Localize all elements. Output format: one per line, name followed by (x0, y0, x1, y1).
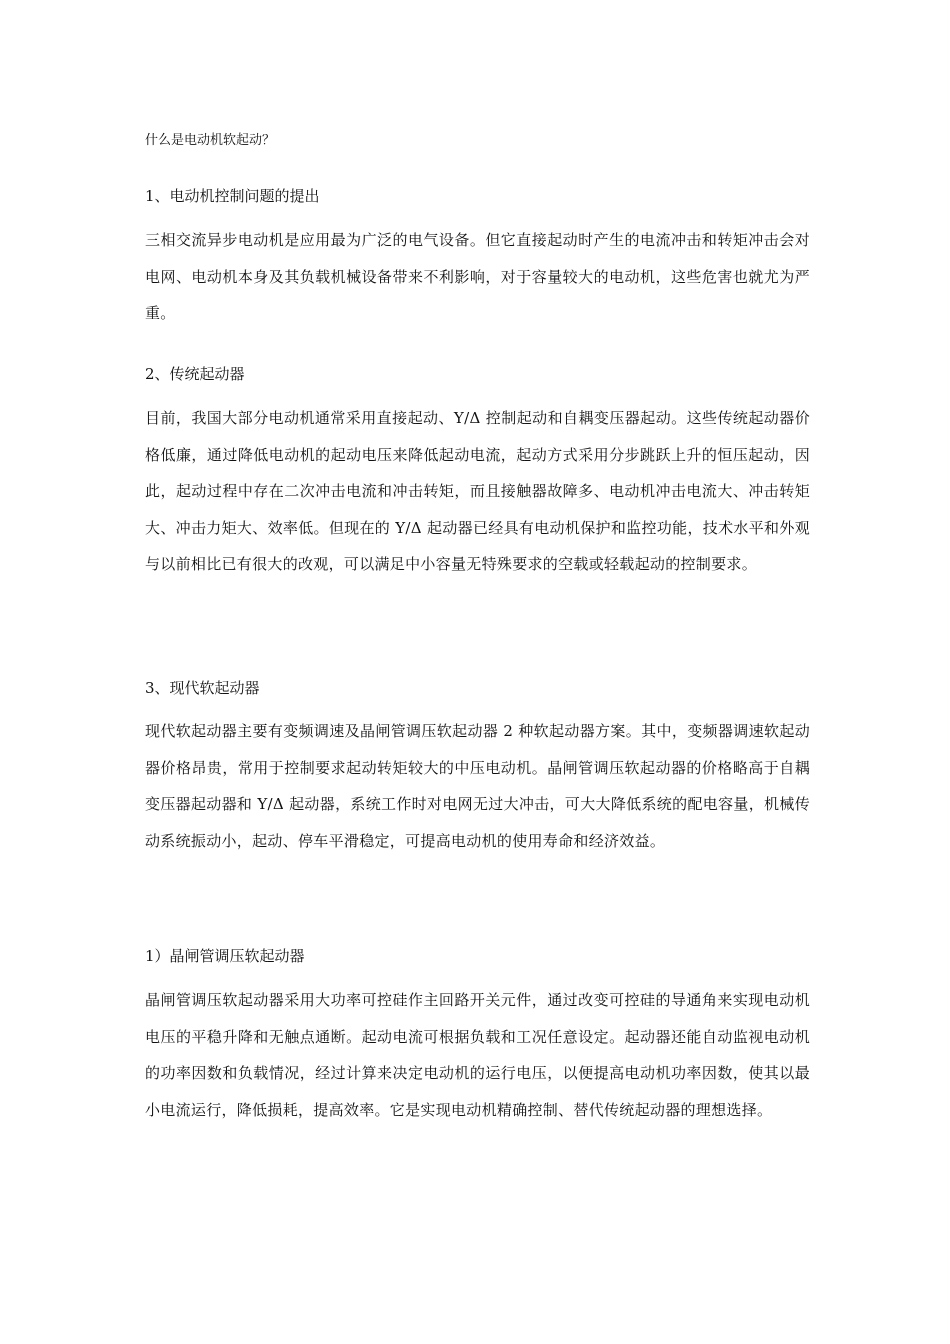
subsection-1-heading: 1）晶闸管调压软起动器 (145, 947, 305, 965)
subsection-1-paragraph: 晶闸管调压软起动器采用大功率可控硅作主回路开关元件，通过改变可控硅的导通角来实现电动机电压的平稳升降和无触点通断。起动电流可根据负载和工况任意设定。起动器还能自动监视电动机的功率因数和负载情况，经过计算来决定电动机的运行电压，以便提高电动机功率因数，使其以最小电流运行，降低损耗，提高效率。它是实现电动机精确控制、替代传统起动器的理想选择。 (145, 991, 810, 1119)
section-2-paragraph: 目前，我国大部分电动机通常采用直接起动、Y/Δ 控制起动和自耦变压器起动。这些传统起动器价格低廉，通过降低电动机的起动电压来降低起动电流，起动方式采用分步跳跃上升的恒压起动，因此，起动过程中存在二次冲击电流和冲击转矩，而且接触器故障多、电动机冲击电流大、冲击转矩大、冲击力矩大、效率低。但现在的 Y/Δ 起动器已经具有电动机保护和监控功能，技术水平和外观与以前相比已有很大的改观，可以满足中小容量无特殊要求的空载或轻载起动的控制要求。 (145, 409, 810, 573)
section-3-heading: 3、现代软起动器 (145, 679, 260, 697)
section-3-paragraph: 现代软起动器主要有变频调速及晶闸管调压软起动器 2 种软起动器方案。其中，变频器调速软起动器价格昂贵，常用于控制要求起动转矩较大的中压电动机。晶闸管调压软起动器的价格略高于自耦变压器起动器和 Y/Δ 起动器，系统工作时对电网无过大冲击，可大大降低系统的配电容量，机械传动系统振动小，起动、停车平滑稳定，可提高电动机的使用寿命和经济效益。 (145, 722, 810, 850)
document-title: 什么是电动机软起动？ (145, 133, 276, 148)
section-1-heading: 1、电动机控制问题的提出 (145, 187, 320, 205)
section-2-heading: 2、传统起动器 (145, 365, 245, 383)
section-1-paragraph: 三相交流异步电动机是应用最为广泛的电气设备。但它直接起动时产生的电流冲击和转矩冲击会对电网、电动机本身及其负载机械设备带来不利影响，对于容量较大的电动机，这些危害也就尤为严重。 (145, 231, 810, 322)
